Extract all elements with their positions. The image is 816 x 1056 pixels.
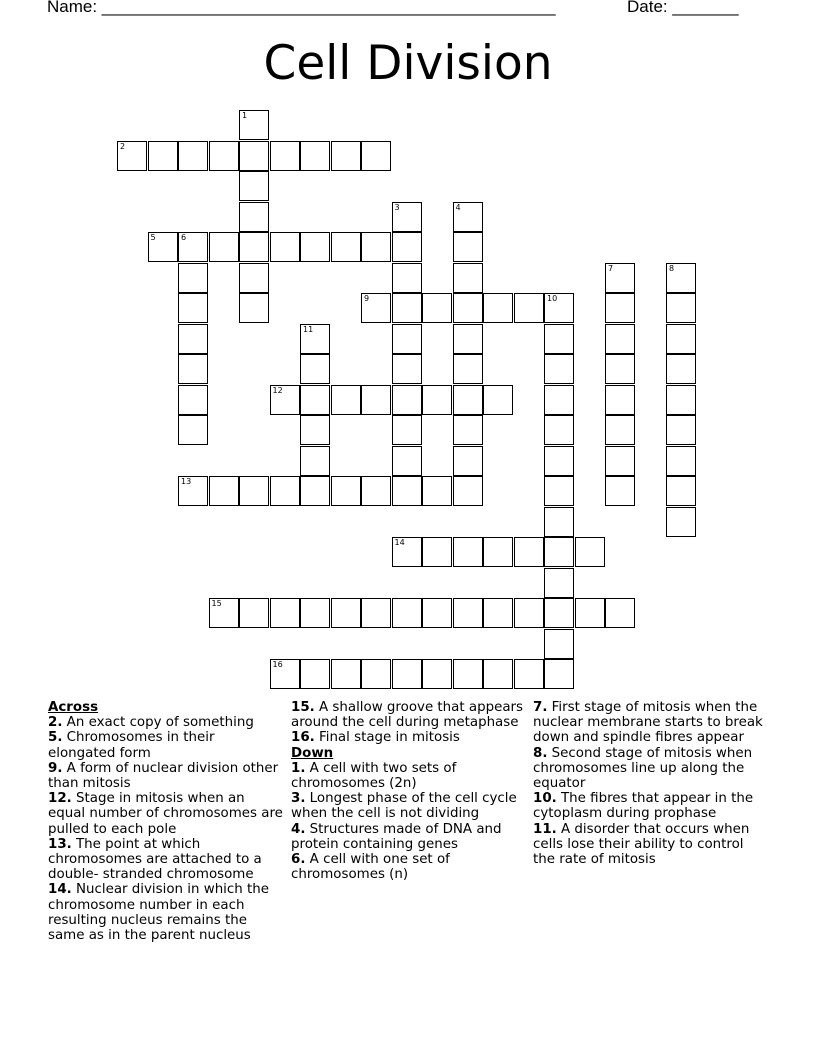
grid-cell[interactable] <box>666 507 696 537</box>
clue-number: 9 <box>364 294 370 303</box>
clue-number: 8 <box>669 263 675 273</box>
clue-item-number: 16. <box>291 730 315 746</box>
grid-cell[interactable] <box>361 293 391 323</box>
clue-item-text: A disorder that occurs when cells lose their ability to control the rate of mitosis <box>533 821 750 868</box>
grid-cell[interactable] <box>483 537 513 567</box>
grid-cell[interactable] <box>270 476 300 506</box>
clue-item <box>48 837 284 883</box>
grid-cell[interactable] <box>544 507 574 537</box>
grid-cell[interactable] <box>361 232 391 262</box>
grid-cell[interactable] <box>544 324 574 354</box>
clue-item <box>291 791 527 821</box>
grid-cell[interactable] <box>178 141 208 171</box>
clue-item-number: 1. <box>291 760 306 776</box>
grid-cell[interactable] <box>239 293 269 323</box>
clue-item <box>291 700 527 730</box>
clue-item-number: 2. <box>48 715 63 731</box>
grid-cell[interactable] <box>666 293 696 323</box>
clue-item-text: The point at which chromosomes are attached to a double- stranded chromosome <box>48 836 262 883</box>
clue-number: 7 <box>608 263 614 273</box>
grid-cell[interactable] <box>544 659 574 689</box>
grid-cell[interactable] <box>239 232 269 262</box>
grid-cell[interactable] <box>392 598 422 628</box>
grid-cell[interactable] <box>148 141 178 171</box>
grid-cell[interactable] <box>392 263 422 293</box>
grid-cell[interactable] <box>331 598 361 628</box>
clue-number: 13 <box>181 477 192 486</box>
grid-cell[interactable] <box>666 415 696 445</box>
grid-cell[interactable] <box>422 293 452 323</box>
grid-cell[interactable] <box>453 202 483 232</box>
grid-cell[interactable] <box>483 293 513 323</box>
grid-cell[interactable] <box>453 232 483 262</box>
grid-cell[interactable] <box>300 324 330 354</box>
grid-cell[interactable] <box>361 598 391 628</box>
grid-cell[interactable] <box>605 598 635 628</box>
grid-cell[interactable] <box>178 354 208 384</box>
clue-item-text: A cell with one set of chromosomes (n) <box>291 852 450 883</box>
grid-cell[interactable] <box>392 476 422 506</box>
clue-number: 16 <box>272 660 283 669</box>
clue-item-text: Chromosomes in their elongated form <box>48 730 215 761</box>
grid-cell[interactable] <box>483 598 513 628</box>
grid-cell[interactable] <box>453 263 483 293</box>
grid-cell[interactable] <box>666 385 696 415</box>
grid-cell[interactable] <box>239 202 269 232</box>
grid-cell[interactable] <box>453 385 483 415</box>
clue-column-2 <box>291 700 527 882</box>
grid-cell[interactable] <box>605 385 635 415</box>
clue-item-number: 13. <box>48 836 72 852</box>
clue-heading: Across <box>48 700 99 715</box>
grid-cell[interactable] <box>544 537 574 567</box>
grid-cell[interactable] <box>453 537 483 567</box>
grid-cell[interactable] <box>453 446 483 476</box>
grid-cell[interactable] <box>361 659 391 689</box>
grid-cell[interactable] <box>209 232 239 262</box>
grid-cell[interactable] <box>392 415 422 445</box>
clue-number: 15 <box>211 599 222 608</box>
grid-cell[interactable] <box>300 446 330 476</box>
clue-item-text: The fibres that appear in the cytoplasm during prophase <box>533 791 754 822</box>
grid-cell[interactable] <box>422 385 452 415</box>
grid-cell[interactable] <box>300 354 330 384</box>
grid-cell[interactable] <box>178 263 208 293</box>
grid-cell[interactable] <box>575 598 605 628</box>
grid-cell[interactable] <box>544 354 574 384</box>
grid-cell[interactable] <box>544 446 574 476</box>
clue-item <box>48 715 284 730</box>
clue-item-number: 8. <box>533 745 548 761</box>
grid-cell[interactable] <box>666 324 696 354</box>
grid-cell[interactable] <box>300 659 330 689</box>
clue-item-text: Longest phase of the cell cycle when the cell is not dividing <box>291 791 517 822</box>
grid-cell[interactable] <box>209 141 239 171</box>
grid-cell[interactable] <box>544 415 574 445</box>
grid-cell[interactable] <box>605 476 635 506</box>
page-title: Cell Division <box>263 36 553 91</box>
grid-cell[interactable] <box>361 141 391 171</box>
clue-item <box>533 700 769 746</box>
grid-cell[interactable] <box>270 141 300 171</box>
clue-number: 12 <box>272 385 283 395</box>
clue-item-number: 4. <box>291 821 306 837</box>
clue-number: 11 <box>303 324 314 334</box>
grid-cell[interactable] <box>270 232 300 262</box>
grid-cell[interactable] <box>270 385 300 415</box>
clue-item-number: 6. <box>291 852 306 868</box>
clue-item-text: Nuclear division in which the chromosome number in each resulting nucleus remains the same as in the parent nucleus <box>48 882 269 944</box>
name-field[interactable]: Name: ________________________________________________ <box>47 0 556 16</box>
grid-cell[interactable] <box>300 598 330 628</box>
clue-item-number: 5. <box>48 730 63 746</box>
clue-item <box>48 882 284 943</box>
grid-cell[interactable] <box>605 415 635 445</box>
grid-cell[interactable] <box>666 476 696 506</box>
clue-item-number: 7. <box>533 700 548 715</box>
clue-column-1 <box>48 700 284 943</box>
grid-cell[interactable] <box>666 263 696 293</box>
clue-heading: Down <box>291 745 334 761</box>
grid-cell[interactable] <box>178 415 208 445</box>
grid-cell[interactable] <box>392 385 422 415</box>
grid-cell[interactable] <box>270 659 300 689</box>
grid-cell[interactable] <box>392 537 422 567</box>
grid-cell[interactable] <box>300 385 330 415</box>
grid-cell[interactable] <box>209 476 239 506</box>
grid-cell[interactable] <box>544 476 574 506</box>
grid-cell[interactable] <box>605 354 635 384</box>
clue-item <box>291 761 527 791</box>
clue-number: 6 <box>181 233 187 242</box>
grid-cell[interactable] <box>239 141 269 171</box>
grid-cell[interactable] <box>666 446 696 476</box>
grid-cell[interactable] <box>544 385 574 415</box>
clue-item <box>533 791 769 821</box>
grid-cell[interactable] <box>392 232 422 262</box>
clue-item-text: An exact copy of something <box>62 715 254 731</box>
grid-cell[interactable] <box>544 293 574 323</box>
clue-item-text: Final stage in mitosis <box>314 730 460 746</box>
grid-cell[interactable] <box>117 141 147 171</box>
grid-cell[interactable] <box>239 171 269 201</box>
grid-cell[interactable] <box>331 232 361 262</box>
clue-item-text: Second stage of mitosis when chromosomes line up along the equator <box>533 745 753 792</box>
clue-item-text: Stage in mitosis when an equal number of chromosomes are pulled to each pole <box>48 791 283 837</box>
grid-cell[interactable] <box>361 385 391 415</box>
grid-cell[interactable] <box>514 293 544 323</box>
grid-cell[interactable] <box>575 537 605 567</box>
clue-item-text: First stage of mitosis when the nuclear membrane starts to break down and spindle fibres appear <box>533 700 763 746</box>
clue-item-number: 9. <box>48 760 63 776</box>
grid-cell[interactable] <box>392 202 422 232</box>
clue-item <box>48 730 284 760</box>
grid-cell[interactable] <box>544 598 574 628</box>
grid-cell[interactable] <box>178 232 208 262</box>
grid-cell[interactable] <box>300 232 330 262</box>
clue-item-number: 15. <box>291 700 315 715</box>
grid-cell[interactable] <box>361 476 391 506</box>
grid-cell[interactable] <box>300 415 330 445</box>
grid-cell[interactable] <box>239 598 269 628</box>
grid-cell[interactable] <box>300 141 330 171</box>
grid-cell[interactable] <box>331 659 361 689</box>
clue-item <box>48 761 284 791</box>
grid-cell[interactable] <box>605 446 635 476</box>
clue-column-3 <box>533 700 769 867</box>
grid-cell[interactable] <box>209 598 239 628</box>
clue-number: 1 <box>242 111 248 120</box>
clue-number: 10 <box>547 294 558 303</box>
grid-cell[interactable] <box>453 476 483 506</box>
clue-item-number: 10. <box>533 791 557 807</box>
grid-cell[interactable] <box>178 476 208 506</box>
clue-item-number: 3. <box>291 791 306 807</box>
grid-cell[interactable] <box>605 324 635 354</box>
grid-cell[interactable] <box>514 659 544 689</box>
grid-cell[interactable] <box>178 324 208 354</box>
grid-cell[interactable] <box>331 141 361 171</box>
clue-item <box>291 852 527 882</box>
grid-cell[interactable] <box>392 659 422 689</box>
clue-item <box>291 730 527 745</box>
date-field[interactable]: Date: _______ <box>627 0 739 16</box>
grid-cell[interactable] <box>422 598 452 628</box>
clue-item-text: Structures made of DNA and protein containing genes <box>291 821 502 852</box>
grid-cell[interactable] <box>331 385 361 415</box>
grid-cell[interactable] <box>514 598 544 628</box>
grid-cell[interactable] <box>300 476 330 506</box>
grid-cell[interactable] <box>453 659 483 689</box>
grid-cell[interactable] <box>453 415 483 445</box>
grid-cell[interactable] <box>514 537 544 567</box>
clue-item <box>533 746 769 792</box>
clue-item <box>533 822 769 868</box>
grid-cell[interactable] <box>453 598 483 628</box>
grid-cell[interactable] <box>483 385 513 415</box>
clue-number: 14 <box>394 538 405 547</box>
clue-number: 4 <box>455 202 461 212</box>
grid-cell[interactable] <box>178 293 208 323</box>
grid-cell[interactable] <box>331 476 361 506</box>
clue-item-number: 14. <box>48 882 72 898</box>
grid-cell[interactable] <box>392 446 422 476</box>
grid-cell[interactable] <box>422 537 452 567</box>
grid-cell[interactable] <box>392 324 422 354</box>
grid-cell[interactable] <box>239 263 269 293</box>
clue-item-number: 12. <box>48 791 72 807</box>
grid-cell[interactable] <box>453 293 483 323</box>
grid-cell[interactable] <box>605 263 635 293</box>
grid-cell[interactable] <box>605 293 635 323</box>
grid-cell[interactable] <box>392 354 422 384</box>
grid-cell[interactable] <box>483 659 513 689</box>
grid-cell[interactable] <box>239 110 269 140</box>
grid-cell[interactable] <box>544 568 574 598</box>
grid-cell[interactable] <box>453 324 483 354</box>
clue-number: 5 <box>150 233 156 242</box>
grid-cell[interactable] <box>270 598 300 628</box>
clue-number: 2 <box>120 141 126 151</box>
grid-cell[interactable] <box>392 293 422 323</box>
grid-cell[interactable] <box>239 476 269 506</box>
clue-item-text: A shallow groove that appears around the cell during metaphase <box>291 700 524 731</box>
grid-cell[interactable] <box>544 629 574 659</box>
clue-item-text: A form of nuclear division other than mitosis <box>48 760 279 792</box>
grid-cell[interactable] <box>422 476 452 506</box>
clue-number: 3 <box>394 202 400 212</box>
clue-item-number: 11. <box>533 821 557 837</box>
grid-cell[interactable] <box>148 232 178 262</box>
grid-cell[interactable] <box>422 659 452 689</box>
grid-cell[interactable] <box>453 354 483 384</box>
clue-item-text: A cell with two sets of chromosomes (2n) <box>291 760 457 792</box>
clue-item <box>291 822 527 852</box>
grid-cell[interactable] <box>666 354 696 384</box>
grid-cell[interactable] <box>178 385 208 415</box>
clue-item <box>48 791 284 837</box>
